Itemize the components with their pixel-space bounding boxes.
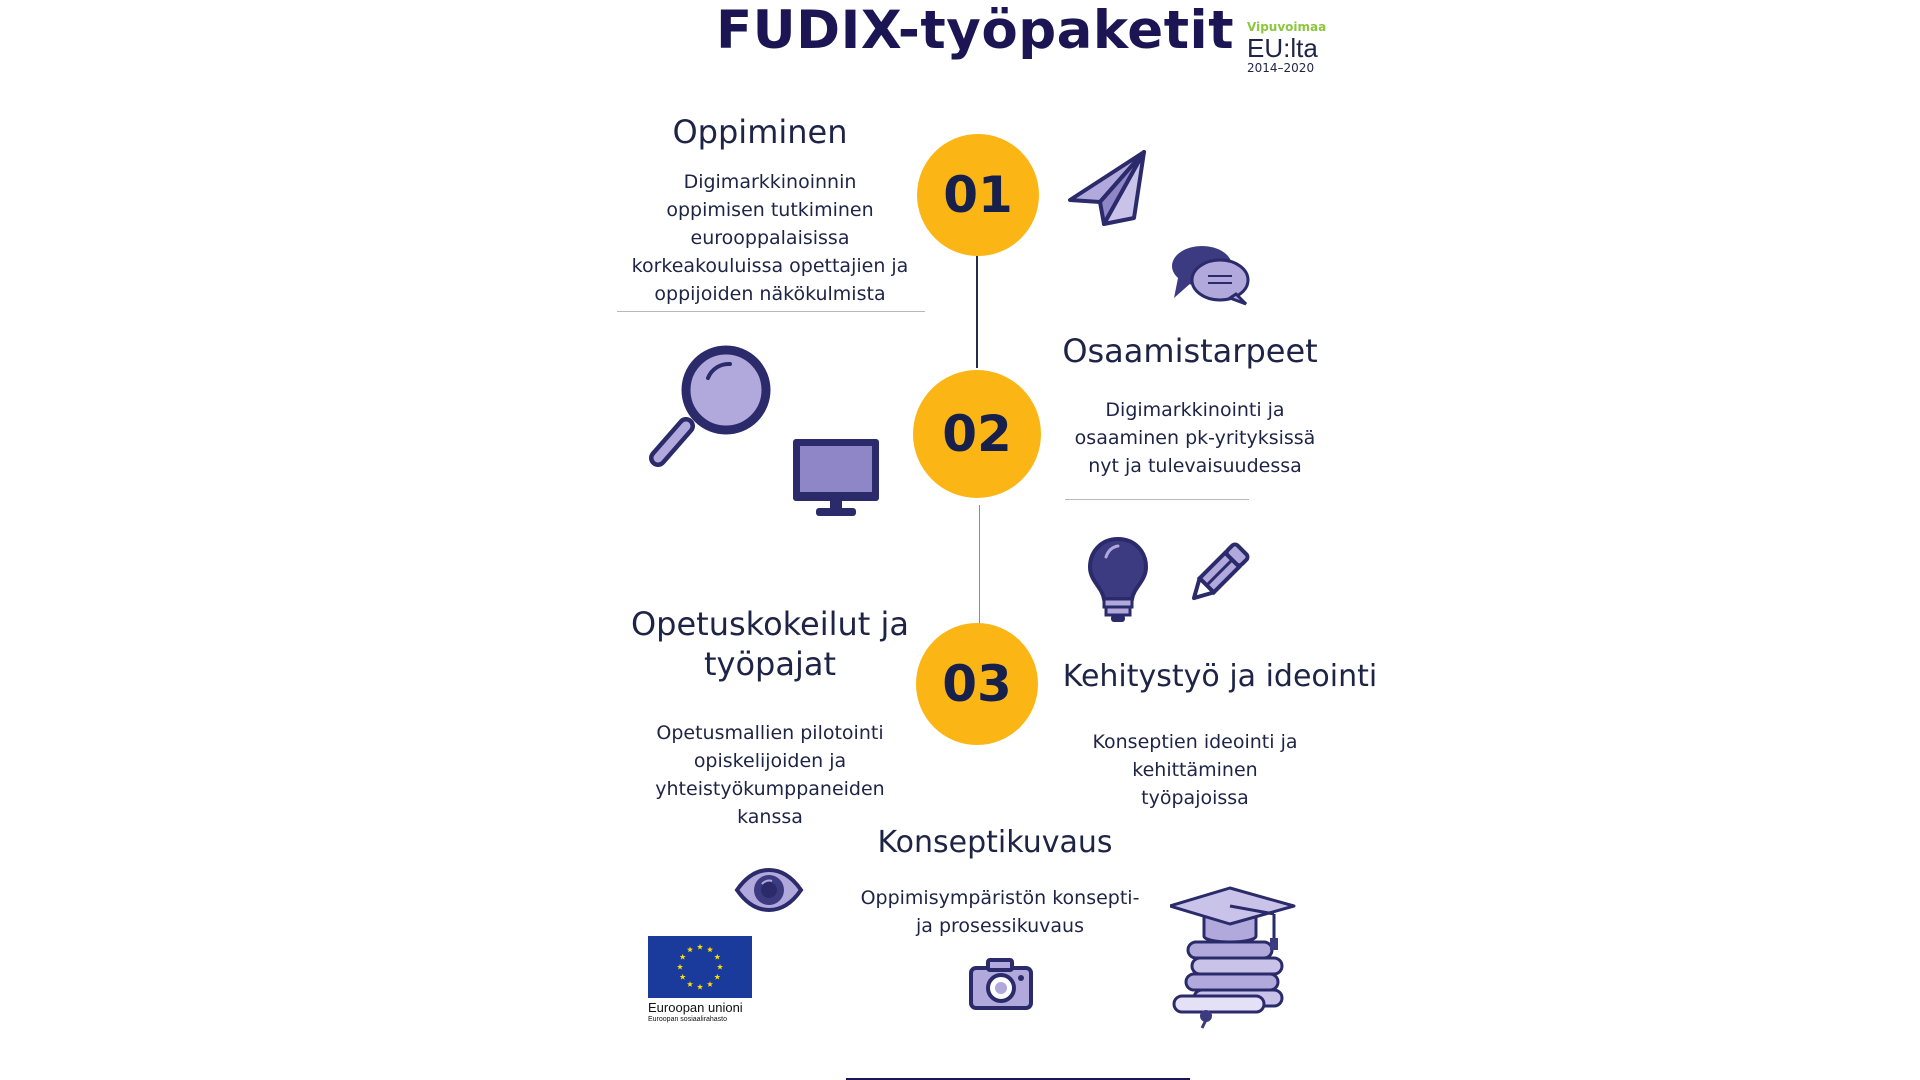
page-title: FUDIX-työpaketit [715, 0, 1235, 61]
funding-logo-line3: 2014–2020 [1247, 61, 1315, 75]
section-3-desc-line: kanssa [737, 806, 803, 828]
paper-plane-icon [1066, 148, 1150, 228]
section-4-desc-line: kehittäminen [1132, 759, 1258, 781]
section-1-description [610, 168, 930, 308]
funding-logo [1247, 20, 1337, 75]
section-2-desc-line: osaaminen pk-yrityksissä [1074, 427, 1316, 449]
section-4-description [1050, 728, 1340, 812]
funding-logo-line1: Vipuvoimaa [1247, 20, 1327, 34]
section-3-desc-line: Opetusmallien pilotointi [656, 722, 884, 744]
section-1-desc-line: eurooppalaisissa [690, 227, 850, 249]
section-1-desc-line: korkeakouluissa opettajien ja [631, 255, 909, 277]
section-2-title: Osaamistarpeet [1062, 332, 1318, 370]
section-3-title-line: työpajat [703, 645, 837, 683]
section-5-desc-line: Oppimisympäristön konsepti- [860, 887, 1140, 909]
section-3-desc-line: opiskelijoiden ja [693, 750, 847, 772]
section-4-desc-line: työpajoissa [1141, 787, 1249, 809]
section-2-description [1045, 396, 1345, 480]
section-1-title: Oppiminen [672, 113, 848, 151]
section-3-title [620, 604, 920, 684]
monitor-icon [790, 436, 882, 518]
section-4-title: Kehitystyö ja ideointi [1062, 659, 1378, 694]
section-5-title: Konseptikuvaus [877, 825, 1113, 860]
section-3-title-line: Opetuskokeilut ja [630, 605, 909, 643]
eye-icon [734, 868, 804, 912]
connector-line [976, 256, 978, 368]
section-5-desc-line: ja prosessikuvaus [916, 915, 1084, 937]
section-5-description [850, 884, 1150, 940]
section-1-divider [617, 311, 925, 312]
lightbulb-icon [1086, 535, 1150, 625]
badge-03: 03 [916, 623, 1038, 745]
section-3-description [620, 719, 920, 831]
section-4-desc-line: Konseptien ideointi ja [1092, 731, 1298, 753]
section-1-desc-line: oppimisen tutkiminen [666, 199, 874, 221]
section-3-desc-line: yhteistyökumppaneiden [655, 778, 885, 800]
section-1-desc-line: oppijoiden näkökulmista [654, 283, 886, 305]
funding-logo-line2: EU:lta [1247, 33, 1318, 63]
eu-logo [648, 936, 758, 1024]
section-1-desc-line: Digimarkkinoinnin [683, 171, 857, 193]
badge-01: 01 [917, 134, 1039, 256]
section-2-divider [1065, 499, 1249, 500]
eu-flag-icon [648, 936, 752, 998]
connector-line [979, 505, 980, 625]
badge-02: 02 [913, 370, 1041, 498]
eu-fund: Euroopan sosiaalirahasto [648, 1016, 727, 1023]
eu-name: Euroopan unioni [648, 1000, 743, 1015]
camera-icon [968, 956, 1034, 1010]
magnifier-icon [646, 344, 776, 472]
section-2-desc-line: Digimarkkinointi ja [1105, 399, 1285, 421]
section-2-desc-line: nyt ja tulevaisuudessa [1088, 455, 1302, 477]
pencil-icon [1182, 538, 1254, 610]
chat-bubbles-icon [1168, 242, 1252, 306]
graduation-icon [1170, 884, 1300, 1030]
